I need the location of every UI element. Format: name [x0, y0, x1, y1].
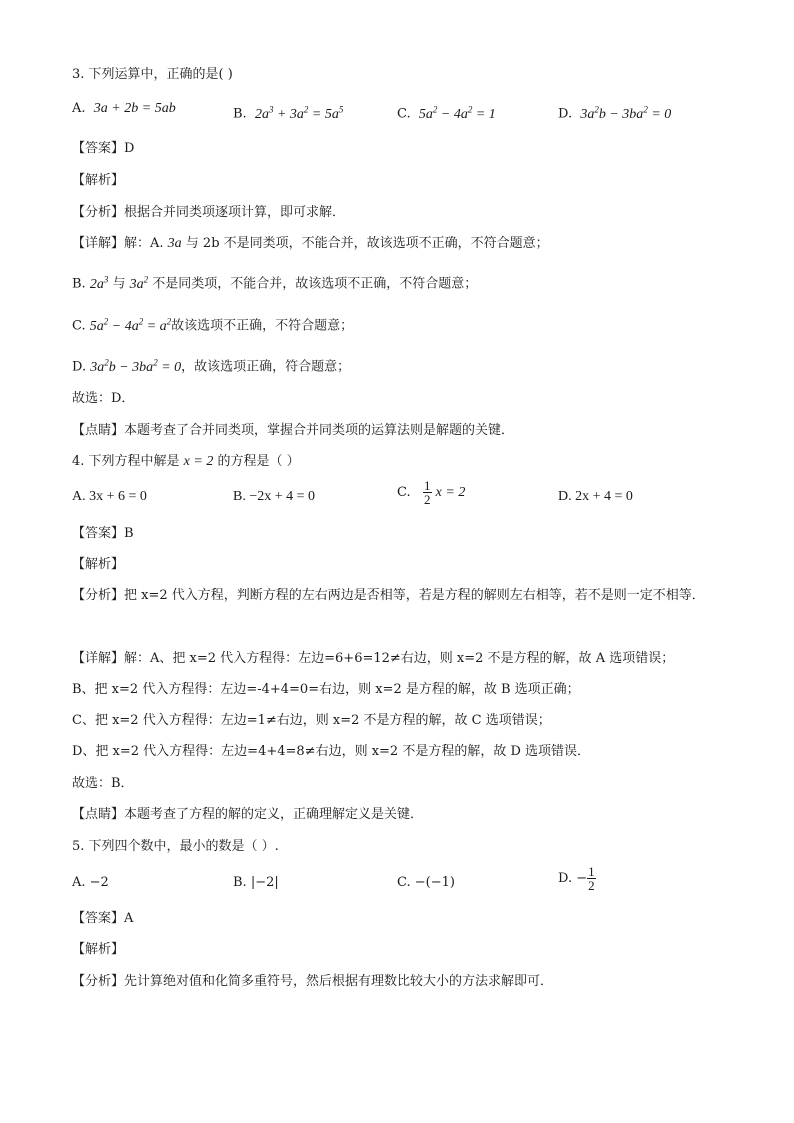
q4-jiexi: 【解析】 [72, 557, 125, 572]
q4-option-c: C. $\frac{1}{2}$ x = 2 [397, 478, 466, 507]
q5-fenxi: 【分析】先计算绝对值和化简多重符号，然后根据有理数比较大小的方法求解即可． [72, 974, 554, 989]
q3-fenxi: 【分析】根据合并同类项逐项计算，即可求解． [72, 205, 346, 220]
q4-choose: 故选：B． [72, 776, 134, 791]
q5-option-b: B. |−2| [233, 875, 279, 890]
fraction-half: $\frac{1}{2}$ [588, 864, 595, 893]
q4-detail-3: C、把 x=2 代入方程得：左边=1≠右边，则 x=2 不是方程的解，故 C 选项错误； [72, 713, 551, 728]
q3-detail-c: C. $5a^2 - 4a^2 = a^2$故该选项不正确，不符合题意； [72, 316, 354, 334]
q4-option-b: B. −2x + 4 = 0 [233, 489, 316, 504]
q3-dianjing: 【点睛】本题考查了合并同类项，掌握合并同类项的运算法则是解题的关键． [72, 423, 515, 438]
q5-option-c: C. −(−1) [397, 875, 455, 890]
q5-option-a: A. −2 [72, 875, 109, 890]
q3-answer: 【答案】D [72, 141, 135, 156]
q3-option-b: B. $2a^3 + 3a^2 = 5a^5$ [233, 104, 344, 122]
q4-detail-2: B、把 x=2 代入方程得：左边=-4+4=0=右边，则 x=2 是方程的解，故 B 选项正确； [72, 682, 580, 697]
q3-detail-d: D. $3a^2b - 3ba^2 = 0$，故该选项正确，符合题意； [72, 357, 351, 375]
q4-option-a: A. 3x + 6 = 0 [72, 489, 147, 504]
q5-answer: 【答案】A [72, 911, 134, 926]
q4-answer: 【答案】B [72, 526, 134, 541]
q5-jiexi: 【解析】 [72, 942, 125, 957]
fraction-half: $\frac{1}{2}$ [424, 478, 431, 507]
q3-detail-a: 【详解】解：A. 3a 与 2b 不是同类项，不能合并，故该选项不正确，不符合题意； [72, 236, 549, 251]
q4-fenxi: 【分析】把 x=2 代入方程，判断方程的左右两边是否相等，若是方程的解则左右相等，若不是则一定不相等． [72, 588, 705, 603]
q4-detail-4: D、把 x=2 代入方程得：左边=4+4=8≠右边，则 x=2 不是方程的解，故 D 选项错误． [72, 744, 591, 759]
q5-stem: 5. 下列四个数中，最小的数是（ ）. [72, 839, 279, 854]
q4-dianjing: 【点睛】本题考查了方程的解的定义，正确理解定义是关键． [72, 807, 424, 822]
q4-detail-1: 【详解】解：A、把 x=2 代入方程得：左边=6+6=12≠右边，则 x=2 不是方程的解，故 A 选项错误； [72, 651, 675, 666]
q4-stem: 4. 下列方程中解是 x = 2 的方程是（ ） [72, 454, 300, 469]
q3-detail-b: B. $2a^3$ 与 $3a^2$ 不是同类项，不能合并，故该选项不正确，不符合题意； [72, 274, 478, 292]
q3-option-d: D. $3a^2b - 3ba^2 = 0$ [558, 104, 672, 122]
q3-jiexi: 【解析】 [72, 173, 125, 188]
q3-choose: 故选：D． [72, 391, 135, 406]
q5-option-d: D. − $\frac{1}{2}$ [558, 864, 595, 893]
q3-stem: 3. 下列运算中，正确的是( ) [72, 67, 233, 82]
q3-option-a: A. 3a + 2b = 5ab [72, 101, 176, 116]
q4-option-d: D. 2x + 4 = 0 [558, 489, 633, 504]
q3-option-c: C. $5a^2 - 4a^2 = 1$ [397, 104, 496, 122]
